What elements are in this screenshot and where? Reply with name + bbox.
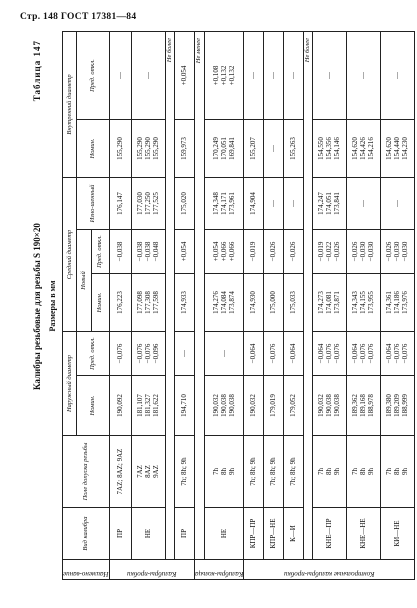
table-cell: −0,064 <box>243 332 263 376</box>
table-cell: 179,052 <box>283 376 303 436</box>
table-cell: 7h; 8h; 9h <box>174 436 194 508</box>
table-cell: 176,223 <box>109 274 131 332</box>
table-row <box>283 31 303 579</box>
table-cell: −0,076 −0,076 −0,096 <box>131 332 165 376</box>
table-cell: 155,263 <box>283 120 303 178</box>
table-cell: 155,290 <box>109 120 131 178</box>
group-cell <box>194 560 243 580</box>
table-cell: Не более <box>303 31 312 559</box>
outer-nom: Номин. <box>77 376 110 436</box>
group-cell <box>243 560 414 580</box>
table-cell: Контрольные калибры-пробки <box>283 570 375 578</box>
table-cell: 174,247 174,051 173,841 <box>312 178 346 230</box>
table-cell: 177,030 177,250 177,525 <box>131 178 165 230</box>
col-inner: Внутренний диаметр <box>63 31 77 177</box>
table-cell: 190,032 <box>243 376 263 436</box>
table-cell: −0,026 <box>283 230 303 274</box>
note-row <box>303 31 312 579</box>
table-cell: 175,033 <box>283 274 303 332</box>
col-kind: Вид калибра <box>63 508 110 560</box>
table-cell: −0,064 −0,076 −0,076 <box>380 332 414 376</box>
table-cell: 174,348 174,171 173,961 <box>204 178 243 230</box>
table-row <box>312 31 346 579</box>
table-row <box>380 31 414 579</box>
table-cell: — <box>131 31 165 119</box>
table-cell: +0,054 +0,066 +0,066 <box>204 230 243 274</box>
table-cell: 7h; 8h; 9h <box>243 436 263 508</box>
table-cell: КПР—НЕ <box>263 508 283 560</box>
page-header: Стр. 148 ГОСТ 17381—84 <box>20 12 137 22</box>
table-cell: НЕ <box>131 508 165 560</box>
group-cell <box>109 560 194 580</box>
table-cell: ПР <box>174 508 194 560</box>
table-cell: 7h 8h 9h <box>204 436 243 508</box>
table-cell: −0,064 −0,076 −0,076 <box>346 332 380 376</box>
table-cell: 194,710 <box>174 376 194 436</box>
table-cell: −0,026 −0,030 −0,030 <box>380 230 414 274</box>
table-cell: 179,019 <box>263 376 283 436</box>
table-cell: — <box>263 178 283 230</box>
table-cell: — <box>243 31 263 119</box>
table-label: Таблица 147 <box>32 40 42 102</box>
table-cell: Калибры-пробки <box>126 570 177 578</box>
col-middle: Средний диаметр <box>63 178 77 332</box>
table-cell: +0,108 +0,132 +0,132 <box>204 31 243 119</box>
table-cell: −0,076 <box>263 332 283 376</box>
table-cell: К—И <box>283 508 303 560</box>
table-cell: 7h 8h 9h <box>346 436 380 508</box>
table-cell: 176,147 <box>109 178 131 230</box>
table-cell: −0,064 <box>283 332 303 376</box>
rotated-table-block <box>32 32 410 580</box>
table-cell: −0,019 −0,022 −0,026 <box>312 230 346 274</box>
table-cell: −0,076 <box>109 332 131 376</box>
table-cell: — <box>380 31 414 119</box>
note-row <box>194 31 204 579</box>
middle-worn: Изно-шенный <box>77 178 110 230</box>
table-cell: — <box>346 31 380 119</box>
table-cell: — <box>312 31 346 119</box>
table-cell: 174,930 <box>243 274 263 332</box>
table-cell: 190,092 <box>109 376 131 436</box>
table-cell: −0,064 −0,076 −0,076 <box>312 332 346 376</box>
table-cell: — <box>204 332 243 376</box>
col-group <box>63 560 110 580</box>
col-outer: Наружный диаметр <box>63 332 77 436</box>
middle-new-nom: Номин. <box>91 274 109 332</box>
table-cell: 159,973 <box>174 120 194 178</box>
table-cell: — <box>283 178 303 230</box>
table-row <box>174 31 194 579</box>
table-cell: 181,107 181,327 181,622 <box>131 376 165 436</box>
table-cell: −0,026 −0,030 −0,030 <box>346 230 380 274</box>
table-cell: 7h; 8h; 9h <box>263 436 283 508</box>
table-cell: 174,273 174,081 173,871 <box>312 274 346 332</box>
table-cell: 174,276 174,084 173,874 <box>204 274 243 332</box>
table-cell: НЕ <box>204 508 243 560</box>
table-cell: 154,550 154,356 154,146 <box>312 120 346 178</box>
table-cell: КНЕ—ПР <box>312 508 346 560</box>
table-cell: КПР—ПР <box>243 508 263 560</box>
table-cell: 189,362 189,168 188,978 <box>346 376 380 436</box>
table-cell: 189,380 189,209 188,999 <box>380 376 414 436</box>
table-row <box>263 31 283 579</box>
table-cell: −0,019 <box>243 230 263 274</box>
table-cell: +0,054 <box>174 31 194 119</box>
table-cell: 154,620 154,440 154,230 <box>380 120 414 178</box>
table-cell: 190,032 190,038 190,038 <box>312 376 346 436</box>
table-cell: 174,361 174,186 173,976 <box>380 274 414 332</box>
table-cell: — <box>346 178 380 230</box>
table-row <box>346 31 380 579</box>
table-cell: Калибры-кольца <box>194 570 243 578</box>
title-line <box>32 32 46 580</box>
table-cell: 175,020 <box>174 178 194 230</box>
table-cell: −0,038 −0,038 −0,048 <box>131 230 165 274</box>
table-cell: 7AZ; 8AZ; 9AZ <box>109 436 131 508</box>
table-row <box>131 31 165 579</box>
gauge-table <box>62 31 415 580</box>
inner-nom: Номин. <box>77 120 110 178</box>
table-cell: — <box>380 178 414 230</box>
table-cell: Наимено-вание <box>63 570 109 578</box>
table-row <box>243 31 263 579</box>
units-label: Размеры в мм <box>48 280 57 332</box>
note-row <box>165 31 174 579</box>
outer-dev: Пред. откл. <box>77 332 110 376</box>
table-cell: Не менее <box>194 31 204 559</box>
col-field: Поле допуска резьбы <box>63 436 110 508</box>
table-cell: 7h; 8h; 9h <box>283 436 303 508</box>
table-cell: −0,038 <box>109 230 131 274</box>
table-row <box>204 31 243 579</box>
table-cell: 175,000 <box>263 274 283 332</box>
table-cell: — <box>109 31 131 119</box>
table-cell: КНЕ—НЕ <box>346 508 380 560</box>
table-cell: Не более <box>165 31 174 559</box>
table-cell: ПР <box>109 508 131 560</box>
table-cell: 7AZ 8AZ 9AZ <box>131 436 165 508</box>
table-cell: КИ—НЕ <box>380 508 414 560</box>
table-cell: — <box>263 120 283 178</box>
table-row <box>109 31 131 579</box>
table-cell: 155,290 155,290 155,290 <box>131 120 165 178</box>
table-cell: 174,933 <box>174 274 194 332</box>
table-cell: — <box>263 31 283 119</box>
table-cell: 154,620 154,426 154,216 <box>346 120 380 178</box>
table-cell: +0,054 <box>174 230 194 274</box>
table-cell: 177,098 177,308 177,598 <box>131 274 165 332</box>
table-cell: — <box>283 31 303 119</box>
inner-dev: Пред. откл. <box>77 31 110 119</box>
table-title: Калибры резьбовые для резьбы S 190×20 <box>32 223 42 390</box>
table-cell: — <box>174 332 194 376</box>
middle-new: Новый <box>77 230 92 332</box>
table-cell: 190,032 190,038 190,038 <box>204 376 243 436</box>
table-cell: 7h 8h 9h <box>380 436 414 508</box>
table-cell: 7h 8h 9h <box>312 436 346 508</box>
table-cell: 170,249 170,051 169,841 <box>204 120 243 178</box>
table-cell: 174,904 <box>243 178 263 230</box>
middle-new-dev: Пред. откл. <box>91 230 109 274</box>
table-cell: 155,207 <box>243 120 263 178</box>
table-cell: 174,343 174,155 173,955 <box>346 274 380 332</box>
table-cell: −0,026 <box>263 230 283 274</box>
